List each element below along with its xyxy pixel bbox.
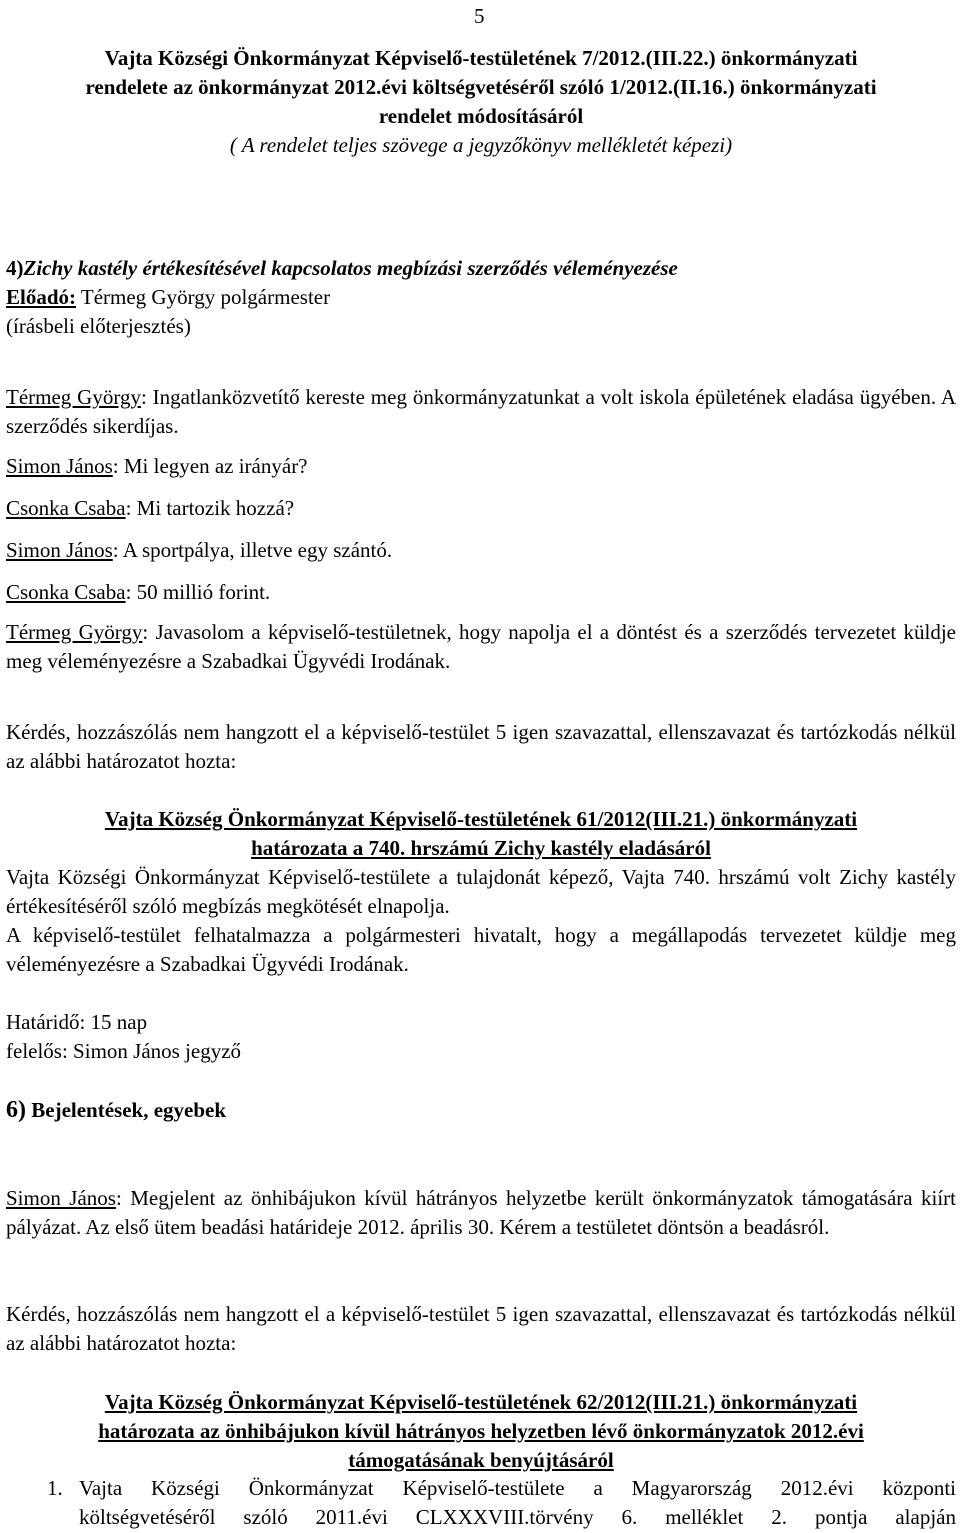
dialogue-1 xyxy=(6,452,956,481)
dialogue-text: : 50 millió forint. xyxy=(125,580,271,604)
vote-statement-1: Kérdés, hozzászólás nem hangzott el a képviselő-testület 5 igen szavazattal, ellenszavazat és tartózkodás nélkül az alábbi határozatot hozta: xyxy=(6,720,956,773)
speaker-name: Csonka Csaba xyxy=(6,496,126,520)
agenda-item-4 xyxy=(6,254,956,341)
dialogue-3 xyxy=(6,536,956,565)
item-4-number: 4) xyxy=(6,256,24,280)
resolution-62-title-line-2: határozata az önhibájukon kívül hátrányos helyzetben lévő önkormányzatok 2012.évi xyxy=(98,1419,864,1443)
written-submission: (írásbeli előterjesztés) xyxy=(6,314,191,338)
header-line-3: rendelet módosításáról xyxy=(378,104,584,128)
resolution-62-list xyxy=(6,1474,956,1532)
resolution-62-title xyxy=(6,1388,956,1475)
dialogue-0 xyxy=(6,383,956,441)
list-item-line-2: költségvetéséről szóló 2011.évi CLXXXVIII.törvény 6. melléklet 2. pontja alapján xyxy=(79,1505,956,1529)
item-4-title: Zichy kastély értékesítésével kapcsolatos megbízási szerződés véleményezése xyxy=(23,256,678,280)
resolution-61-body-1: Vajta Községi Önkormányzat Képviselő-testülete a tulajdonát képező, Vajta 740. hrszámú volt Zichy kastély értékesítéséről szóló megbízás megkötését elnapolja. xyxy=(6,865,956,918)
dialogue-2 xyxy=(6,494,956,523)
announcement xyxy=(6,1184,956,1242)
resolution-61-title-line-2: határozata a 740. hrszámú Zichy kastély eladásáról xyxy=(251,836,711,860)
list-item-number: 1. xyxy=(47,1476,63,1500)
dialogue-4 xyxy=(6,578,956,607)
dialogue-text: : Mi tartozik hozzá? xyxy=(125,496,295,520)
speaker-name: Térmeg György xyxy=(6,385,141,409)
speaker-name: Simon János xyxy=(6,454,113,478)
presenter-label: Előadó: xyxy=(6,285,77,309)
resolution-61-deadline: Határidő: 15 nap xyxy=(6,1010,148,1034)
dialogue-text: : A sportpálya, illetve egy szántó. xyxy=(112,538,393,562)
resolution-61-responsible: felelős: Simon János jegyző xyxy=(6,1039,242,1063)
header-line-1: Vajta Községi Önkormányzat Képviselő-testületének 7/2012.(III.22.) önkormányzati xyxy=(104,46,858,70)
item-6-title: Bejelentések, egyebek xyxy=(31,1098,227,1122)
list-item-line-1: Vajta Községi Önkormányzat Képviselő-testülete a Magyarország 2012.évi központi xyxy=(79,1476,956,1500)
resolution-61-title-line-1: Vajta Község Önkormányzat Képviselő-testületének 61/2012(III.21.) önkormányzati xyxy=(104,807,858,831)
resolution-61-body-2: A képviselő-testület felhatalmazza a polgármesteri hivatalt, hogy a megállapodás tervezetet küldje meg véleményezésre a Szabadkai Ügyvédi Irodának. xyxy=(6,923,956,976)
speaker-name: Simon János xyxy=(6,1186,116,1210)
vote-statement-2: Kérdés, hozzászólás nem hangzott el a képviselő-testület 5 igen szavazattal, ellenszavazat és tartózkodás nélkül az alábbi határozatot hozta: xyxy=(6,1302,956,1355)
header-title xyxy=(6,44,956,131)
list-item xyxy=(6,1474,956,1532)
speaker-name: Térmeg György xyxy=(6,620,143,644)
dialogue-text: : Ingatlanközvetítő kereste meg önkormányzatunkat a volt iskola épületének eladása ügyében. A szerződés sikerdíjas. xyxy=(6,385,956,438)
dialogue-5 xyxy=(6,618,956,676)
header-line-2: rendelete az önkormányzat 2012.évi költségvetéséről szóló 1/2012.(II.16.) önkormányzati xyxy=(85,75,877,99)
announcement-text: : Megjelent az önhibájukon kívül hátrányos helyzetbe került önkormányzatok támogatására kiírt pályázat. Az első ütem beadási határideje 2012. április 30. Kérem a testületet döntsön a beadásról. xyxy=(6,1186,957,1239)
page-number: 5 xyxy=(474,4,485,28)
speaker-name: Simon János xyxy=(6,538,113,562)
dialogue-text: : Javasolom a képviselő-testületnek, hogy napolja el a döntést és a szerződés tervezetet küldje meg véleményezésre a Szabadkai Ügyvédi Irodának. xyxy=(6,620,956,673)
speaker-name: Csonka Csaba xyxy=(6,580,126,604)
presenter-name: Térmeg György polgármester xyxy=(76,285,331,309)
resolution-62-title-line-1: Vajta Község Önkormányzat Képviselő-testületének 62/2012(III.21.) önkormányzati xyxy=(104,1390,858,1414)
agenda-item-6 xyxy=(6,1096,956,1125)
resolution-62-title-line-3: támogatásának benyújtásáról xyxy=(348,1448,614,1472)
item-6-number: 6) xyxy=(6,1097,26,1123)
resolution-61-title xyxy=(6,805,956,863)
header-note: ( A rendelet teljes szövege a jegyzőkönyv mellékletét képezi) xyxy=(229,133,733,157)
dialogue-text: : Mi legyen az irányár? xyxy=(112,454,308,478)
